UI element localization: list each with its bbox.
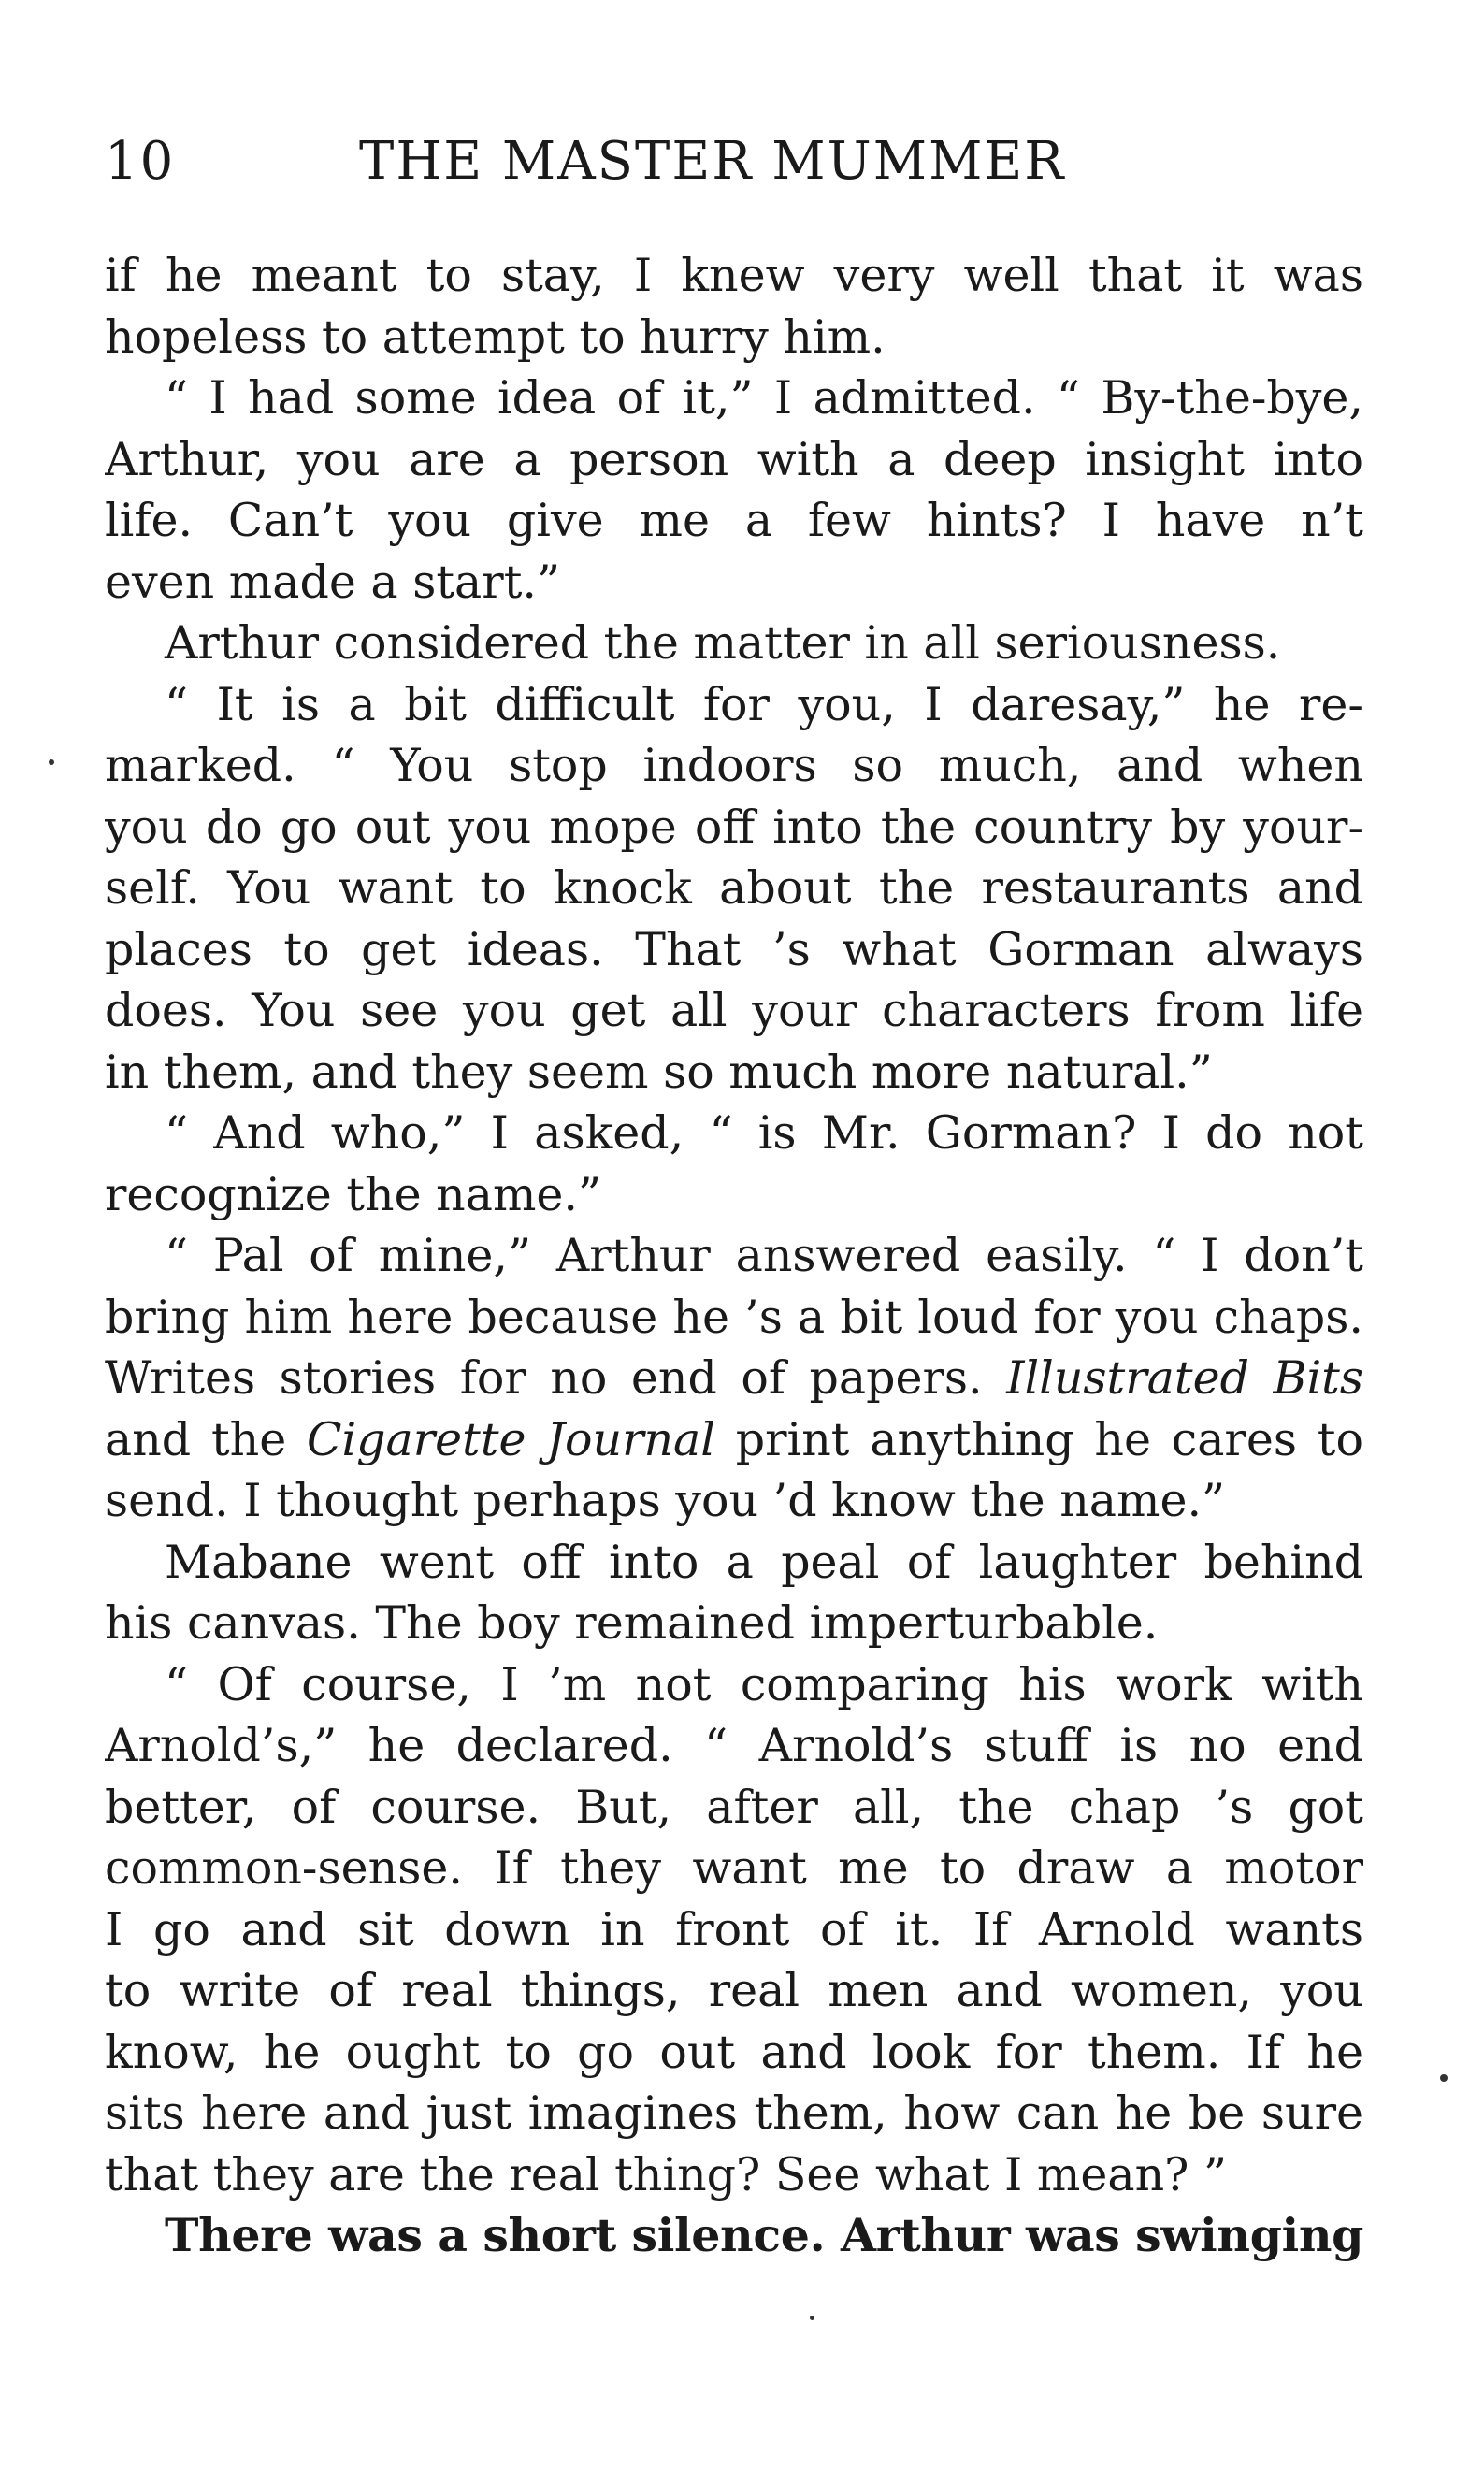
text-line: [105, 552, 1363, 613]
text-segment: There was a short silence. Arthur was swinging: [165, 2208, 1363, 2262]
text-segment: Mabane went off into a peal of laughter behind: [165, 1535, 1363, 1589]
text-segment: common-sense. If they want me to draw a motor: [105, 1841, 1363, 1895]
text-line: [105, 1777, 1363, 1839]
text-line: [105, 1838, 1363, 1899]
text-line: [105, 1164, 1363, 1226]
text-segment: in them, and they seem so much more natural.”: [105, 1045, 1213, 1099]
text-segment: Arnold’s,” he declared. “ Arnold’s stuff is no end: [105, 1719, 1363, 1772]
text-segment: hopeless to attempt to hurry him.: [105, 310, 886, 364]
text-line: [105, 1287, 1363, 1349]
text-segment: I go and sit down in front of it. If Arnold wants: [105, 1902, 1363, 1956]
text-segment: and the: [105, 1412, 308, 1466]
body-text: [105, 245, 1363, 2267]
text-line: [105, 2144, 1363, 2206]
text-line: [105, 1348, 1363, 1409]
text-line: [105, 307, 1363, 368]
text-segment: his canvas. The boy remained imperturbable.: [105, 1596, 1159, 1650]
text-segment: know, he ought to go out and look for them. If he: [105, 2025, 1363, 2079]
text-segment: you do go out you mope off into the country by your-: [105, 800, 1363, 854]
text-segment: “ It is a bit difficult for you, I daresay,” he re-: [165, 677, 1363, 731]
text-segment: send. I thought perhaps you ’d know the name.”: [105, 1474, 1226, 1527]
text-line: [105, 1532, 1363, 1594]
text-line: [105, 1225, 1363, 1287]
text-segment: “ I had some idea of it,” I admitted. “ By-the-bye,: [165, 371, 1363, 425]
text-segment: “ Pal of mine,” Arthur answered easily. “ I don’t: [165, 1229, 1363, 1282]
text-segment: better, of course. But, after all, the chap ’s got: [105, 1780, 1363, 1834]
text-line: [105, 245, 1363, 307]
text-line: [105, 2205, 1363, 2267]
text-line: [105, 919, 1363, 981]
text-segment: if he meant to stay, I knew very well that it was: [105, 249, 1363, 302]
text-line: [105, 674, 1363, 736]
text-segment: Arthur, you are a person with a deep insight into: [105, 432, 1363, 486]
italic-text: Illustrated Bits: [1006, 1351, 1363, 1405]
text-segment: print anything he cares to: [714, 1412, 1363, 1466]
text-segment: that they are the real thing? See what I mean? ”: [105, 2147, 1228, 2201]
page-header: [105, 131, 1363, 206]
text-line: [105, 1654, 1363, 1716]
text-line: [105, 1409, 1363, 1471]
text-line: [105, 613, 1363, 674]
text-segment: life. Can’t you give me a few hints? I have n’t: [105, 494, 1363, 547]
page-number: 10: [105, 131, 176, 192]
text-line: [105, 1103, 1363, 1164]
text-line: [105, 1470, 1363, 1532]
text-segment: places to get ideas. That ’s what Gorman always: [105, 922, 1363, 976]
text-line: [105, 429, 1363, 491]
text-line: [105, 980, 1363, 1042]
text-segment: self. You want to knock about the restaurants and: [105, 861, 1363, 915]
running-head: THE MASTER MUMMER: [359, 131, 1066, 192]
text-line: [105, 1715, 1363, 1777]
text-line: [105, 1960, 1363, 2022]
text-segment: to write of real things, real men and women, you: [105, 1964, 1363, 2017]
text-line: [105, 1899, 1363, 1961]
text-line: [105, 735, 1363, 797]
text-line: [105, 1593, 1363, 1654]
text-line: [105, 797, 1363, 859]
scan-speck: [1440, 2074, 1448, 2082]
text-segment: sits here and just imagines them, how can he be sure: [105, 2086, 1363, 2140]
text-segment: does. You see you get all your characters from life: [105, 984, 1363, 1037]
text-segment: “ And who,” I asked, “ is Mr. Gorman? I do not: [165, 1106, 1363, 1160]
text-line: [105, 2022, 1363, 2084]
text-segment: recognize the name.”: [105, 1167, 602, 1221]
text-line: [105, 2083, 1363, 2144]
text-line: [105, 1042, 1363, 1104]
text-segment: bring him here because he ’s a bit loud for you chaps.: [105, 1290, 1363, 1344]
text-segment: “ Of course, I ’m not comparing his work with: [165, 1657, 1363, 1711]
scan-speck: [810, 2316, 814, 2320]
scan-speck: [49, 759, 54, 765]
text-line: [105, 490, 1363, 552]
text-segment: Arthur considered the matter in all seriousness.: [165, 616, 1281, 670]
text-segment: even made a start.”: [105, 555, 561, 609]
text-segment: marked. “ You stop indoors so much, and when: [105, 739, 1363, 792]
italic-text: Cigarette Journal: [307, 1412, 715, 1466]
text-segment: Writes stories for no end of papers.: [105, 1351, 1007, 1405]
text-line: [105, 368, 1363, 429]
text-line: [105, 858, 1363, 919]
